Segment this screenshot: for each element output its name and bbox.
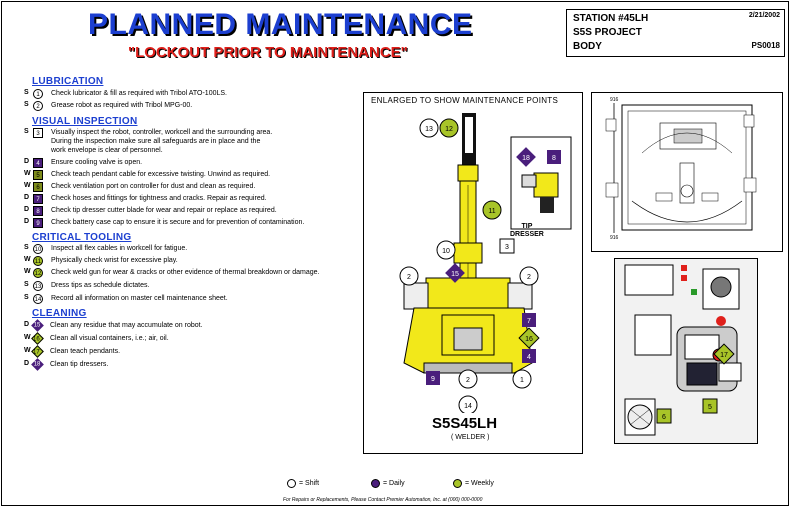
area-label: BODY	[573, 41, 602, 52]
workcell-plan-view	[591, 92, 783, 252]
task-item: S 2 Grease robot as required with Tribol MPG-00.	[24, 101, 193, 110]
svg-text:4: 4	[527, 354, 531, 361]
svg-text:3: 3	[505, 244, 509, 251]
svg-text:8: 8	[552, 155, 556, 162]
controller-drawing	[615, 259, 757, 443]
robot-model-sub: ( WELDER )	[451, 434, 490, 441]
robot-drawing	[364, 93, 582, 413]
task-item: W 16 Clean all visual containers, i.e.; air, oil.	[24, 334, 169, 343]
page-subtitle: "LOCKOUT PRIOR TO MAINTENANCE"	[128, 44, 408, 61]
section-visual-inspection: VISUAL INSPECTION	[32, 116, 138, 127]
task-item: S 14 Record all information on master cell maintenance sheet.	[24, 294, 228, 303]
section-cleaning: CLEANING	[32, 308, 87, 319]
tip-dresser-label: TIP DRESSER	[510, 223, 544, 238]
task-item: D 15 Clean any residue that may accumulate on robot.	[24, 321, 203, 330]
svg-text:2: 2	[527, 274, 531, 281]
callout-5-text: 5	[708, 404, 712, 411]
task-item: S 10 Inspect all flex cables in workcell for fatigue.	[24, 244, 188, 253]
svg-text:13: 13	[425, 126, 433, 133]
legend-weekly: = Weekly	[453, 479, 494, 488]
section-lubrication: LUBRICATION	[32, 76, 104, 87]
footer-note: For Repairs or Replacements, Please Contact Premier Automation, Inc. at (000) 000-0000	[283, 497, 483, 503]
robot-shoulder	[426, 278, 510, 312]
controller-panel	[614, 258, 758, 444]
page-title: PLANNED MAINTENANCE	[88, 8, 473, 41]
task-item: W 6 Check ventilation port on controller for dust and clean as required.	[24, 182, 256, 191]
document-code: PS0018	[751, 41, 780, 50]
callout-6-text: 6	[662, 414, 666, 421]
plan-dim-top: 916	[610, 97, 619, 103]
station-info-box	[566, 9, 785, 57]
task-item: W 11 Physically check wrist for excessive play.	[24, 256, 178, 265]
task-item: W 5 Check teach pendant cable for excessive twisting. Unwind as required.	[24, 170, 271, 179]
task-item: D 9 Check battery case cap to ensure it is secure and for prevention of contamination.	[24, 218, 305, 227]
task-item: D 4 Ensure cooling valve is open.	[24, 158, 143, 167]
task-item: D 18 Clean tip dressers.	[24, 360, 108, 369]
task-item: S 13 Dress tips as schedule dictates.	[24, 281, 150, 290]
legend-shift: = Shift	[287, 479, 319, 488]
svg-text:14: 14	[464, 403, 472, 410]
shift-icon	[287, 479, 296, 488]
plan-drawing	[592, 93, 782, 251]
svg-text:7: 7	[527, 318, 531, 325]
station-label: STATION #45LH	[573, 13, 649, 24]
project-label: S5S PROJECT	[573, 27, 642, 38]
task-item: S 1 Check lubricator & fill as required with Tribol ATO-100LS.	[24, 89, 227, 98]
svg-text:1: 1	[520, 377, 524, 384]
svg-text:16: 16	[525, 336, 533, 343]
svg-text:2: 2	[407, 274, 411, 281]
svg-text:9: 9	[431, 376, 435, 383]
task-item: W 12 Check weld gun for wear & cracks or other evidence of thermal breakdown or damage.	[24, 268, 320, 277]
task-item: D 7 Check hoses and fittings for tightness and cracks. Repair as required.	[24, 194, 267, 203]
robot-diagram	[363, 92, 583, 454]
tip-dresser	[534, 173, 558, 197]
date-label: 2/21/2002	[748, 12, 780, 19]
svg-text:18: 18	[522, 155, 530, 162]
svg-text:11: 11	[488, 208, 496, 215]
task-item: S 3 Visually inspect the robot, controller, workcell and the surrounding area. During the inspection make sure all safeguards are in place and the work envelope is clear of personnel.	[24, 128, 273, 154]
daily-icon	[371, 479, 380, 488]
diagram-title: ENLARGED TO SHOW MAINTENANCE POINTS	[371, 96, 559, 105]
plan-dim-bottom: 916	[610, 235, 619, 241]
section-critical-tooling: CRITICAL TOOLING	[32, 232, 132, 243]
svg-text:2: 2	[466, 377, 470, 384]
callout-17-text: 17	[720, 352, 728, 359]
svg-text:12: 12	[445, 126, 453, 133]
weekly-icon	[453, 479, 462, 488]
task-item: W 17 Clean teach pendants.	[24, 347, 120, 356]
legend-daily: = Daily	[371, 479, 405, 488]
svg-text:10: 10	[442, 248, 450, 255]
task-item: D 8 Check tip dresser cutter blade for wear and repair or replace as required.	[24, 206, 277, 215]
robot-model: S5S45LH	[432, 415, 498, 432]
svg-text:15: 15	[451, 271, 459, 278]
